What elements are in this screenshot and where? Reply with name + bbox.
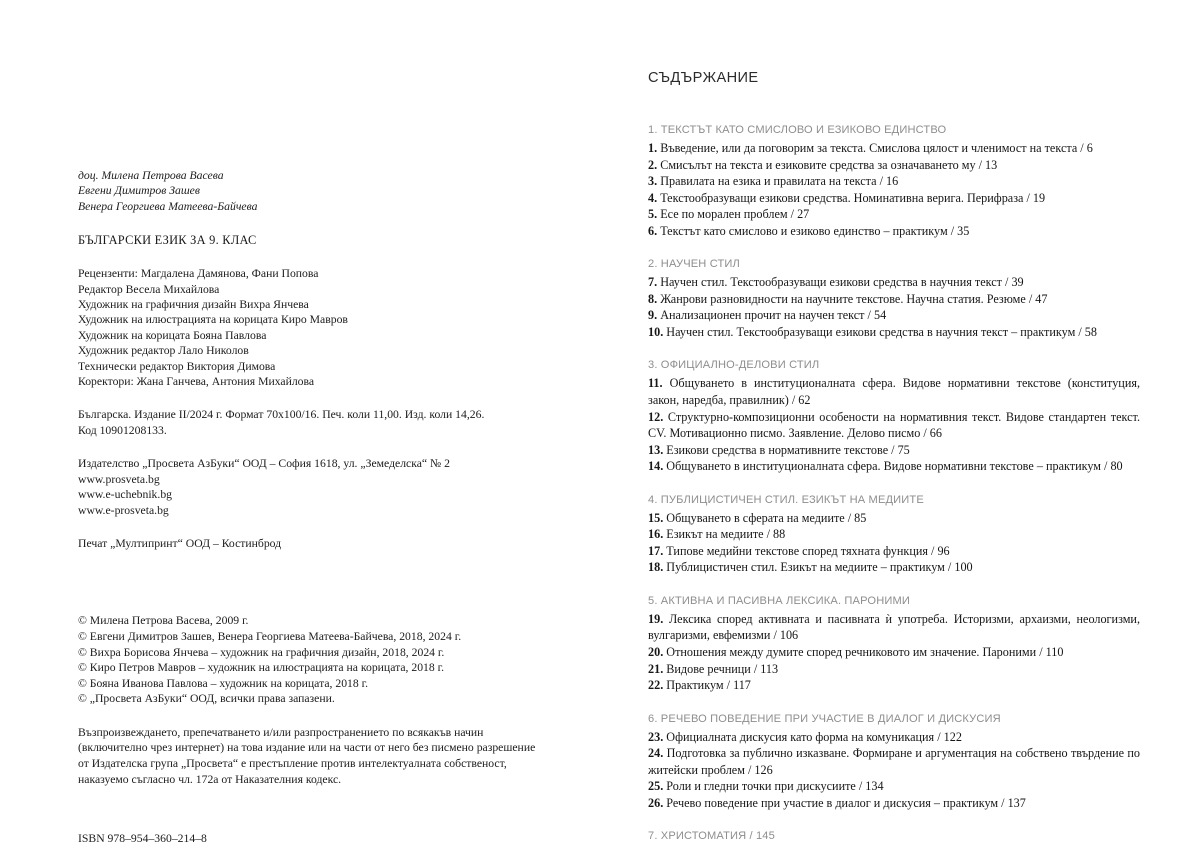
credit-line: Художник на корицата Бояна Павлова (78, 328, 267, 342)
toc-item-label: Практикум / 117 (663, 678, 751, 693)
toc-section (648, 357, 1140, 474)
credit-line: Коректори: Жана Ганчева, Антония Михайлова (78, 375, 315, 389)
publisher-line: Издателство „Просвета АзБуки“ ООД – София 1618, ул. „Земеделска“ № 2 (78, 457, 450, 471)
toc-section (648, 122, 1140, 239)
toc-item-label: Правилата на езика и правилата на текста / 16 (657, 174, 899, 189)
spacer (78, 787, 568, 831)
toc-item[interactable] (648, 190, 1140, 207)
toc-item-label: Отношения между думите според речниковото им значение. Пароними / 110 (663, 645, 1064, 660)
table-of-contents-column (648, 70, 1140, 846)
toc-item-number: 23. (648, 729, 664, 744)
toc-item-label: Общуването в институционалната сфера. Видове нормативни текстове – практикум / 80 (663, 459, 1123, 474)
toc-item-label: Лексика според активната и пасивната ѝ употреба. Историзми, архаизми, неологизми, вулгаризми, евфемизми / 106 (648, 611, 1140, 643)
toc-item-label: Жанрови разновидности на научните текстове. Научна статия. Резюме / 47 (657, 291, 1048, 306)
copyright-line: © Милена Петрова Васева, 2009 г. (78, 614, 249, 628)
credit-line: Художник на графичния дизайн Вихра Янчева (78, 298, 309, 312)
toc-item-number: 1. (648, 141, 658, 155)
toc-section-heading: 7. ХРИСТОМАТИЯ / 145 (648, 830, 775, 843)
credits-block (78, 266, 568, 389)
toc-item[interactable] (648, 140, 1140, 157)
toc-section-list (648, 122, 1140, 845)
toc-item-number: 19. (648, 611, 664, 626)
toc-item-number: 10. (648, 324, 664, 339)
toc-section (648, 828, 1140, 845)
toc-item-label: Научен стил. Текстообразуващи езикови средства в научния текст – практикум / 58 (663, 324, 1097, 339)
toc-section (648, 711, 1140, 812)
toc-item-number: 16. (648, 527, 664, 542)
spacer (78, 569, 568, 613)
toc-item-number: 7. (648, 275, 658, 290)
toc-item[interactable] (648, 375, 1140, 408)
edition-code-line: Код 10901208133. (78, 423, 167, 437)
toc-item-number: 12. (648, 409, 664, 424)
toc-item[interactable] (648, 458, 1140, 475)
print-block (78, 536, 568, 551)
toc-item-label: Анализационен прочит на научен текст / 54 (657, 308, 887, 323)
toc-item-label: Текстът като смислово и езиково единство – практикум / 35 (657, 223, 970, 238)
credit-line: Редактор Весела Михайлова (78, 282, 220, 296)
book-title: БЪЛГАРСКИ ЕЗИК ЗА 9. КЛАС (78, 233, 257, 248)
copyright-block (78, 613, 568, 707)
toc-item-number: 18. (648, 560, 664, 575)
toc-item[interactable] (648, 543, 1140, 560)
toc-item[interactable] (648, 611, 1140, 644)
toc-item-label: Смисълът на текста и езиковите средства за означаването му / 13 (657, 157, 998, 172)
toc-item[interactable] (648, 559, 1140, 576)
author-line: Евгени Димитров Зашев (78, 184, 200, 198)
toc-item[interactable] (648, 778, 1140, 795)
toc-item-number: 2. (648, 157, 658, 172)
toc-item-number: 25. (648, 779, 664, 794)
toc-item-label: Официалната дискусия като форма на комуникация / 122 (663, 729, 962, 744)
toc-item-label: Публицистичен стил. Езикът на медиите – практикум / 100 (663, 560, 973, 575)
toc-item-number: 13. (648, 442, 664, 457)
toc-item[interactable] (648, 206, 1140, 223)
imprint-column (78, 168, 568, 847)
copyright-line: © Киро Петров Мавров – художник на илюстрацията на корицата, 2018 г. (78, 661, 445, 675)
edition-line: Българска. Издание II/2024 г. Формат 70х100/16. Печ. коли 11,00. Изд. коли 14,26. (78, 408, 485, 422)
toc-item[interactable] (648, 307, 1140, 324)
credit-line: Рецензенти: Магдалена Дамянова, Фани Попова (78, 267, 319, 281)
toc-item-label: Общуването в сферата на медиите / 85 (663, 510, 867, 525)
toc-item[interactable] (648, 661, 1140, 678)
toc-section (648, 256, 1140, 340)
toc-item-label: Научен стил. Текстообразуващи езикови средства в научния текст / 39 (657, 275, 1024, 290)
toc-item-number: 22. (648, 678, 664, 693)
toc-item-number: 24. (648, 746, 664, 761)
toc-item-number: 14. (648, 459, 664, 474)
toc-item[interactable] (648, 526, 1140, 543)
toc-item-label: Езикът на медиите / 88 (663, 527, 786, 542)
copyright-line: © Евгени Димитров Зашев, Венера Георгиева Матеева-Байчева, 2018, 2024 г. (78, 629, 462, 643)
toc-item-label: Речево поведение при участие в диалог и дискусия – практикум / 137 (663, 795, 1026, 810)
author-line: доц. Милена Петрова Васева (78, 169, 224, 182)
toc-item-number: 17. (648, 543, 664, 558)
toc-item-label: Текстообразуващи езикови средства. Номинативна верига. Перифраза / 19 (657, 190, 1046, 205)
toc-item-label: Есе по морален проблем / 27 (657, 207, 810, 222)
toc-item-label: Общуването в институционалната сфера. Видове нормативни текстове (конституция, закон, наредба, правилник) / 62 (648, 376, 1140, 408)
toc-item[interactable] (648, 729, 1140, 746)
toc-item-label: Езикови средства в нормативните текстове / 75 (663, 442, 910, 457)
toc-section-heading: 3. ОФИЦИАЛНО-ДЕЛОВИ СТИЛ (648, 359, 820, 372)
publisher-website-e-uchebnik[interactable]: www.e-uchebnik.bg (78, 488, 173, 502)
toc-item-number: 11. (648, 376, 663, 391)
authors-block (78, 168, 568, 214)
copyright-line: © Бояна Иванова Павлова – художник на корицата, 2018 г. (78, 676, 369, 690)
toc-item-number: 3. (648, 174, 658, 189)
toc-item-number: 15. (648, 510, 664, 525)
toc-item-number: 20. (648, 645, 664, 660)
toc-item[interactable] (648, 795, 1140, 812)
toc-item[interactable] (648, 223, 1140, 240)
toc-item-label: Видове речници / 113 (663, 661, 779, 676)
toc-section-heading: 6. РЕЧЕВО ПОВЕДЕНИЕ ПРИ УЧАСТИЕ В ДИАЛОГ И ДИСКУСИЯ (648, 712, 1001, 725)
toc-item[interactable] (648, 173, 1140, 190)
toc-item-number: 9. (648, 308, 658, 323)
toc-item-number: 4. (648, 190, 658, 205)
toc-item-label: Въведение, или да поговорим за текста. Смислова цялост и членимост на текста / 6 (657, 141, 1093, 155)
toc-item-number: 21. (648, 661, 664, 676)
toc-section (648, 593, 1140, 694)
edition-block (78, 407, 568, 438)
toc-item[interactable] (648, 324, 1140, 341)
toc-item-number: 26. (648, 795, 664, 810)
toc-item-label: Подготовка за публично изказване. Формиране и аргументация на собствено твърдение по житейски проблем / 126 (648, 746, 1140, 777)
printer-line: Печат „Мултипринт“ ООД – Костинброд (78, 536, 282, 550)
toc-item[interactable] (648, 409, 1140, 442)
publisher-block (78, 456, 568, 518)
toc-section-heading: 2. НАУЧЕН СТИЛ (648, 258, 740, 271)
toc-item-label: Структурно-композиционни особености на нормативния текст. Видове стандартен текст. CV. Мотивационно писмо. Заявление. Делово писмо / 66 (648, 409, 1140, 441)
credit-line: Художник на илюстрацията на корицата Киро Мавров (78, 313, 348, 327)
toc-item[interactable] (648, 157, 1140, 174)
toc-item-number: 5. (648, 207, 658, 222)
toc-section-heading: 1. ТЕКСТЪТ КАТО СМИСЛОВО И ЕЗИКОВО ЕДИНСТВО (648, 124, 947, 136)
toc-section (648, 492, 1140, 576)
publisher-website-prosveta[interactable]: www.prosveta.bg (78, 472, 160, 486)
toc-item-number: 8. (648, 291, 658, 306)
toc-item[interactable] (648, 510, 1140, 527)
copyright-line: © Вихра Борисова Янчева – художник на графичния дизайн, 2018, 2024 г. (78, 645, 445, 659)
credit-line: Технически редактор Виктория Димова (78, 359, 276, 373)
copyright-line: © „Просвета АзБуки“ ООД, всички права запазени. (78, 692, 335, 706)
toc-item-number: 6. (648, 223, 658, 238)
toc-item-label: Типове медийни текстове според тяхната функция / 96 (663, 543, 950, 558)
toc-item[interactable] (648, 745, 1140, 778)
toc-title: СЪДЪРЖАНИЕ (648, 70, 759, 86)
toc-item[interactable] (648, 644, 1140, 661)
toc-section-heading: 5. АКТИВНА И ПАСИВНА ЛЕКСИКА. ПАРОНИМИ (648, 594, 910, 607)
author-line: Венера Георгиева Матеева-Байчева (78, 199, 258, 213)
toc-section-heading: 4. ПУБЛИЦИСТИЧЕН СТИЛ. ЕЗИКЪТ НА МЕДИИТЕ (648, 493, 924, 506)
toc-item[interactable] (648, 677, 1140, 694)
publisher-website-e-prosveta[interactable]: www.e-prosveta.bg (78, 503, 169, 517)
isbn: ISBN 978–954–360–214–8 (78, 832, 207, 846)
toc-item[interactable] (648, 291, 1140, 308)
toc-item[interactable] (648, 274, 1140, 291)
toc-item[interactable] (648, 442, 1140, 459)
legal-notice: Възпроизвеждането, препечатването и/или разпространението по всякакъв начин (включително чрез интернет) на това издание или на части от него без писмено разрешение от Издателска група „Просвета“ е престъпление против интелектуалната собственост, наказуемо съгласно чл. 172а от Наказателния кодекс. (78, 725, 536, 786)
credit-line: Художник редактор Лало Николов (78, 344, 249, 358)
toc-item-label: Роли и гледни точки при дискусиите / 134 (663, 779, 884, 794)
